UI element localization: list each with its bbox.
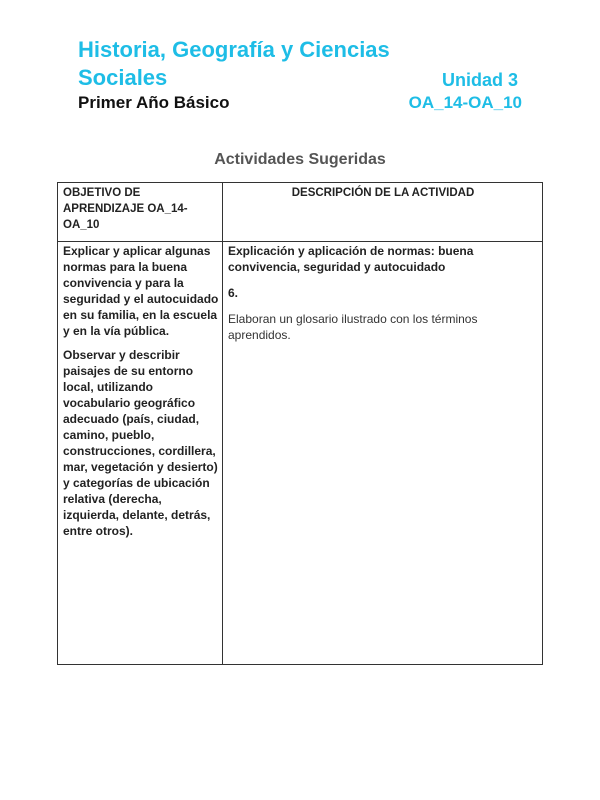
row-divider [58, 241, 542, 242]
subject-title-line2: Sociales [78, 65, 168, 90]
oa-code-label: OA_14-OA_10 [408, 93, 522, 112]
activity-description: Elaboran un glosario ilustrado con los términos aprendidos. [228, 312, 478, 342]
activity-heading: Explicación y aplicación de normas: buena convivencia, seguridad y autocuidado [228, 244, 474, 274]
activity-number: 6. [228, 286, 239, 300]
objective-text: Explicar y aplicar algunas normas para la buena convivencia y para la seguridad y el autocuidado en su familia, en la escuela y en la vía pública. [63, 244, 219, 338]
activity-cell [228, 243, 536, 343]
objective-text: Observar y describir paisajes de su entorno local, utilizando vocabulario geográfico adecuado (país, ciudad, camino, pueblo, construcciones, cordillera, mar, vegetación y desierto) y categorías de ubicación relativa (derecha, izquierda, delante, detrás, entre otros). [63, 348, 218, 538]
section-title: Actividades Sugeridas [214, 151, 386, 168]
column-divider [222, 183, 223, 664]
grade-label: Primer Año Básico [78, 93, 230, 112]
objectives-cell [63, 243, 219, 547]
subject-title-line1: Historia, Geografía y Ciencias [78, 37, 390, 62]
table-header-description: DESCRIPCIÓN DE LA ACTIVIDAD [291, 187, 475, 199]
unit-label: Unidad 3 [441, 70, 518, 90]
activity-table [57, 182, 543, 665]
table-header-objective: OBJETIVO DE APRENDIZAJE OA_14-OA_10 [63, 187, 188, 231]
